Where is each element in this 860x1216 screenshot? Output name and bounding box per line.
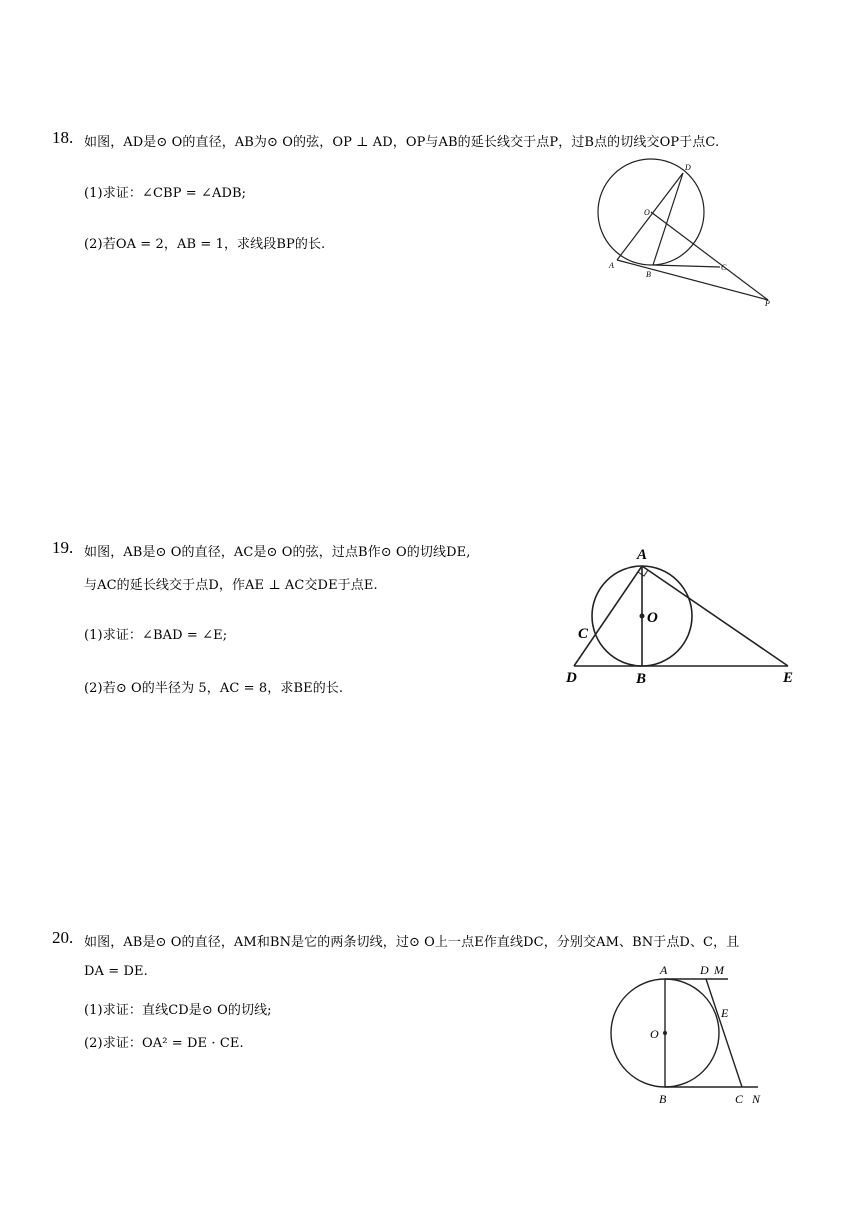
label-p: P [765,299,770,308]
problem-20-number: 20. [52,928,74,947]
problem-19-part-1: (1)求证：∠BAD = ∠E; [84,628,228,643]
label-n: N [752,1092,761,1106]
problem-20-figure [600,958,780,1108]
label-c: C [578,626,589,642]
label-b: B [646,270,651,279]
problem-20-part-2: (2)求证：OA² = DE · CE. [84,1036,244,1051]
label-o: O [647,610,658,626]
problem-18-number: 18. [52,128,74,147]
problem-18-part-1: (1)求证：∠CBP = ∠ADB; [84,186,247,201]
center-dot [640,614,645,619]
label-d: D [700,963,709,977]
label-c: C [735,1092,744,1106]
label-b: B [659,1092,667,1106]
problem-20-stem: 如图，AB是⊙ O的直径，AM和BN是它的两条切线，过⊙ O上一点E作直线DC，分别交AM、BN于点D、C，且 [84,935,740,950]
problem-19-number: 19. [52,538,74,557]
label-a: A [660,963,668,977]
label-m: M [714,963,724,977]
problem-20-part-1: (1)求证：直线CD是⊙ O的切线; [84,1003,272,1018]
label-o: O [650,1027,659,1041]
center-dot [663,1031,667,1035]
problem-18-part-2: (2)若OA = 2，AB = 1，求线段BP的长. [84,237,326,252]
problem-19-stem: 如图，AB是⊙ O的直径，AC是⊙ O的弦，过点B作⊙ O的切线DE, [84,545,471,560]
line-op [651,212,768,300]
tangent-bc [653,265,720,267]
problem-19-figure [560,542,810,692]
label-c: C [721,263,727,272]
problem-19-stem-2: 与AC的延长线交于点D，作AE ⊥ AC交DE于点E. [84,578,378,593]
label-e: E [721,1006,729,1020]
line-dc [706,979,742,1087]
label-a: A [637,547,648,563]
label-d: D [685,163,691,172]
problem-18-figure [590,155,780,315]
problem-19-part-2: (2)若⊙ O的半径为 5，AC = 8，求BE的长. [84,681,344,696]
line-ad [574,566,642,666]
label-d: D [566,670,577,686]
line-ae [642,566,788,666]
problem-20-stem-2: DA = DE. [84,964,148,979]
chord-bd [653,173,683,265]
label-a: A [609,261,614,270]
label-e: E [783,670,794,686]
problem-18-stem: 如图，AD是⊙ O的直径，AB为⊙ O的弦，OP ⊥ AD，OP与AB的延长线交于点P，过B点的切线交OP于点C. [84,135,720,150]
diameter-ad [617,173,683,260]
label-b: B [636,671,647,687]
label-o: O [644,208,650,217]
